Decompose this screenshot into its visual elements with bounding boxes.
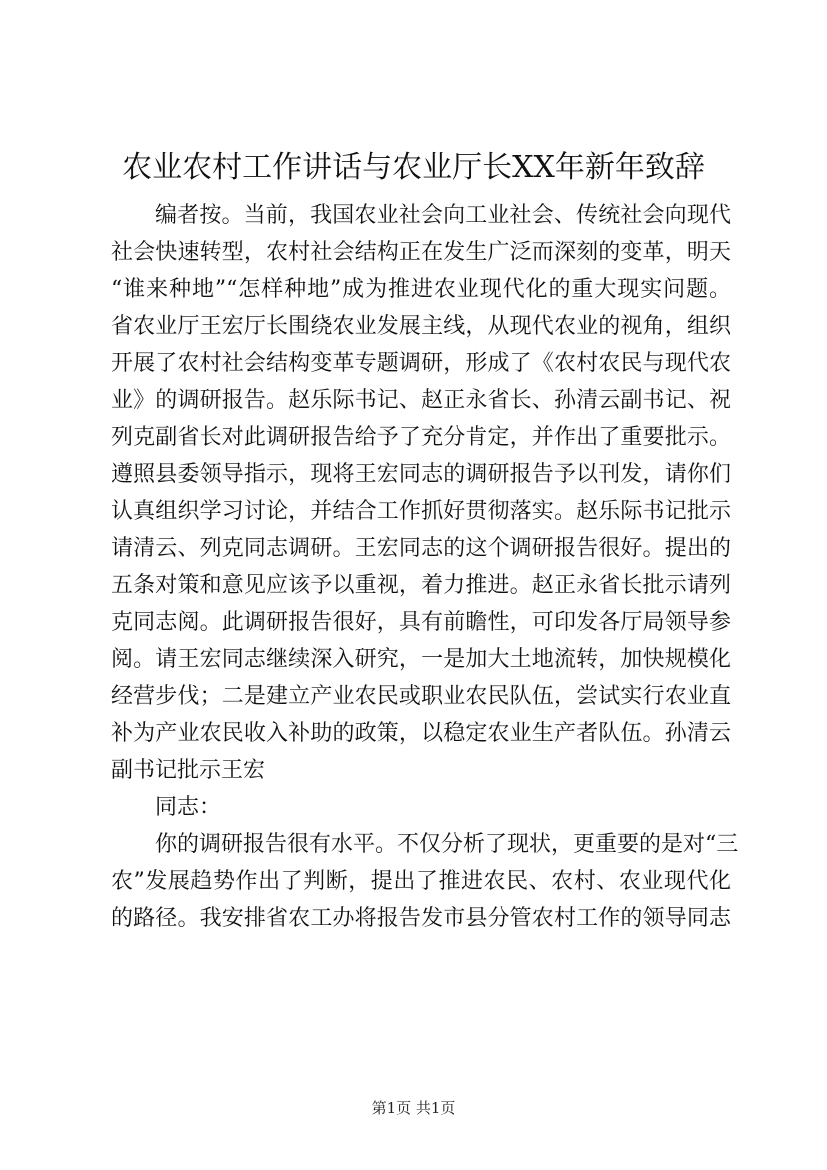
paragraph-line: 社会快速转型，农村社会结构正在发生广泛而深刻的变革，明天: [111, 240, 731, 265]
paragraph-line: 省农业厅王宏厅长围绕农业发展主线，从现代农业的视角，组织: [111, 314, 731, 339]
paragraph-line: 认真组织学习讨论，并结合工作抓好贯彻落实。赵乐际书记批示: [111, 499, 731, 524]
paragraph-line: 阅。请王宏同志继续深入研究，一是加大土地流转，加快规模化: [111, 647, 731, 672]
document-title: 农业农村工作讲话与农业厅长XX年新年致辞: [122, 150, 705, 185]
paragraph-line: 克同志阅。此调研报告很好，具有前瞻性，可印发各厅局领导参: [111, 610, 731, 635]
paragraph-line: 经营步伐；二是建立产业农民或职业农民队伍，尝试实行农业直: [111, 684, 731, 709]
paragraph-line: 遵照县委领导指示，现将王宏同志的调研报告予以刊发，请你们: [111, 462, 731, 487]
paragraph-line: 的路径。我安排省农工办将报告发市县分管农村工作的领导同志: [111, 906, 731, 931]
paragraph-line: 开展了农村社会结构变革专题调研，形成了《农村农民与现代农: [111, 351, 731, 376]
paragraph-line: 请清云、列克同志调研。王宏同志的这个调研报告很好。提出的: [111, 536, 731, 561]
paragraph-line: 业》的调研报告。赵乐际书记、赵正永省长、孙清云副书记、祝: [111, 388, 731, 413]
document-body: [111, 197, 739, 937]
paragraph-line: 你的调研报告很有水平。不仅分析了现状，更重要的是对“三: [155, 832, 739, 857]
paragraph-line: 五条对策和意见应该予以重视，着力推进。赵正永省长批示请列: [111, 573, 731, 598]
page-number-footer: 第1页 共1页: [371, 1099, 456, 1117]
paragraph-line: 编者按。当前，我国农业社会向工业社会、传统社会向现代: [155, 203, 731, 228]
paragraph-line: “谁来种地”“怎样种地”成为推进农业现代化的重大现实问题。: [111, 277, 731, 302]
paragraph-line: 列克副省长对此调研报告给予了充分肯定，并作出了重要批示。: [111, 425, 731, 450]
paragraph-line: 同志：: [155, 795, 222, 820]
paragraph-line: 补为产业农民收入补助的政策，以稳定农业生产者队伍。孙清云: [111, 721, 731, 746]
paragraph-line: 副书记批示王宏: [111, 758, 266, 783]
paragraph-line: 农”发展趋势作出了判断，提出了推进农民、农村、农业现代化: [111, 869, 731, 894]
